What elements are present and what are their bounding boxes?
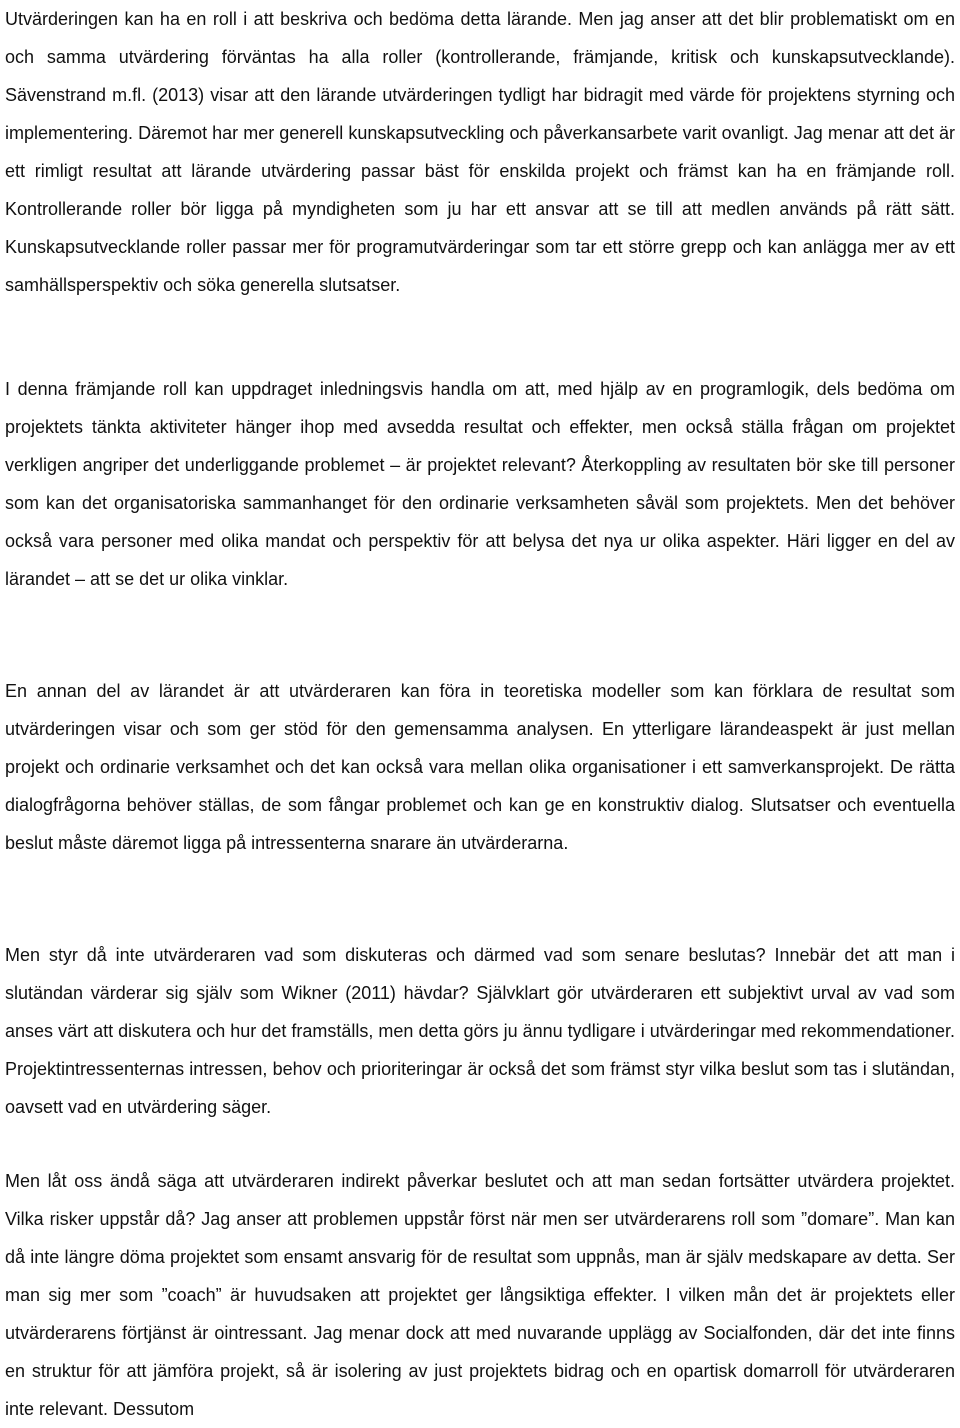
paragraph-3: En annan del av lärandet är att utvärderaren kan föra in teoretiska modeller som kan förklara de resultat som utvärderingen visar och som ger stöd för den gemensamma analysen. En ytterligare lärandeaspekt är just mellan projekt och ordinarie verksamhet och det kan också vara mellan olika organisationer i ett samverkansprojekt. De rätta dialogfrågorna behöver ställas, de som fångar problemet och kan ge en konstruktiv dialog. Slutsatser och eventuella beslut måste däremot ligga på intressenterna snarare än utvärderarna. [5,681,955,853]
paragraph-2: I denna främjande roll kan uppdraget inledningsvis handla om att, med hjälp av en programlogik, dels bedöma om projektets tänkta aktiviteter hänger ihop med avsedda resultat och effekter, men också ställa frågan om projektet verkligen angriper det underliggande problemet – är projektet relevant? Återkoppling av resultaten bör ske till personer som kan det organisatoriska sammanhanget för den ordinarie verksamheten såväl som projektets. Men det behöver också vara personer med olika mandat och perspektiv för att belysa det nya ur olika aspekter. Häri ligger en del av lärandet – att se det ur olika vinklar. [5,379,955,589]
paragraph-5: Men låt oss ändå säga att utvärderaren indirekt påverkar beslutet och att man sedan fortsätter utvärdera projektet. Vilka risker uppstår då? Jag anser att problemen uppstår först när men ser utvärderarens roll som ”domare”. Man kan då inte längre döma projektet som ensamt ansvarig för de resultat som uppnås, man är själv medskapare av detta. Ser man sig mer som ”coach” är huvudsaken att projektet ger långsiktiga effekter. I vilken mån det är projektets eller utvärderarens förtjänst är ointressant. Jag menar dock att med nuvarande upplägg av Socialfonden, där det inte finns en struktur för att jämföra projekt, så är isolering av just projektets bidrag och en opartisk domarroll för utvärderaren inte relevant. Dessutom [5,1171,955,1419]
paragraph-4: Men styr då inte utvärderaren vad som diskuteras och därmed vad som senare beslutas? Innebär det att man i slutändan värderar sig själv som Wikner (2011) hävdar? Självklart gör utvärderaren ett subjektivt urval av vad som anses värt att diskutera och hur det framställs, men detta görs ju ännu tydligare i utvärderingar med rekommendationer. Projektintressenternas intressen, behov och prioriteringar är också det som främst styr vilka beslut som tas i slutändan, oavsett vad en utvärdering säger. [5,945,955,1117]
paragraph-1: Utvärderingen kan ha en roll i att beskriva och bedöma detta lärande. Men jag anser att det blir problematiskt om en och samma utvärdering förväntas ha alla roller (kontrollerande, främjande, kritisk och kunskapsutvecklande). Sävenstrand m.fl. (2013) visar att den lärande utvärderingen tydligt har bidragit med värde för projektens styrning och implementering. Däremot har mer generell kunskapsutveckling och påverkansarbete varit ovanligt. Jag menar att det är ett rimligt resultat att lärande utvärdering passar bäst för enskilda projekt och främst kan ha en främjande roll. Kontrollerande roller bör ligga på myndigheten som ju har ett ansvar att se till att medlen används på rätt sätt. Kunskapsutvecklande roller passar mer för programutvärderingar som tar ett större grepp och kan anlägga mer av ett samhällsperspektiv och söka generella slutsatser. [5,9,955,295]
